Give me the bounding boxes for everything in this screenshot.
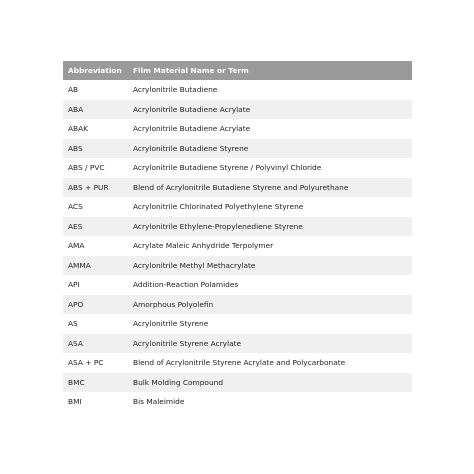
table-row [63,100,412,120]
table-row [63,373,412,393]
header-abbreviation: Abbreviation [68,66,122,75]
abbreviation-cell: AS [68,319,78,329]
abbreviation-cell: BMI [68,397,82,407]
abbreviation-cell: ABS + PUR [68,182,109,192]
material-name-cell: Blend of Acrylonitrile Butadiene Styrene and Polyurethane [133,182,349,192]
abbreviation-cell: ASA + PC [68,358,104,368]
abbreviation-cell: ABA [68,104,84,114]
table-row [63,236,412,256]
table-row [63,353,412,373]
abbreviation-cell: ASA [68,338,83,348]
abbreviation-cell: ABS / PVC [68,163,105,173]
table-row [63,80,412,100]
materials-table [63,61,412,412]
table-row [63,256,412,276]
table-row [63,295,412,315]
material-name-cell: Addition-Reaction Polamides [133,280,239,290]
abbreviation-cell: APO [68,299,84,309]
material-name-cell: Acrylonitrile Methyl Methacrylate [133,260,256,270]
abbreviation-cell: ABS [68,143,83,153]
table-row [63,158,412,178]
abbreviation-cell: ACS [68,202,83,212]
material-name-cell: Amorphous Polyolefin [133,299,214,309]
table-row [63,334,412,354]
table-row [63,392,412,412]
material-name-cell: Acrylonitrile Butadiene Styrene [133,143,249,153]
abbreviation-cell: API [68,280,80,290]
material-name-cell: Acrylate Maleic Anhydride Terpolymer [133,241,274,251]
material-name-cell: Acrylonitrile Styrene Acrylate [133,338,242,348]
table-header [63,61,412,80]
table-row [63,314,412,334]
table-row [63,197,412,217]
material-name-cell: Bis Maleimide [133,397,185,407]
material-name-cell: Acrylonitrile Butadiene Styrene / Polyvinyl Chloride [133,163,322,173]
abbreviation-cell: ABAK [68,124,89,134]
material-name-cell: Acrylonitrile Butadiene [133,85,218,95]
table-row [63,139,412,159]
table-row [63,275,412,295]
header-material-name: Film Material Name or Term [133,66,249,75]
material-name-cell: Acrylonitrile Ethylene-Propylenediene Styrene [133,221,303,231]
material-name-cell: Acrylonitrile Styrene [133,319,209,329]
material-name-cell: Acrylonitrile Butadiene Acrylate [133,104,251,114]
table-row [63,217,412,237]
abbreviation-cell: AES [68,221,83,231]
abbreviation-cell: AMMA [68,260,91,270]
material-name-cell: Blend of Acrylonitrile Styrene Acrylate and Polycarbonate [133,358,346,368]
material-name-cell: Acrylonitrile Chlorinated Polyethylene Styrene [133,202,304,212]
material-name-cell: Bulk Molding Compound [133,377,224,387]
abbreviation-cell: AMA [68,241,85,251]
table-row [63,119,412,139]
abbreviation-cell: BMC [68,377,85,387]
table-row [63,178,412,198]
abbreviation-cell: AB [68,85,79,95]
material-name-cell: Acrylonitrile Butadiene Acrylate [133,124,251,134]
